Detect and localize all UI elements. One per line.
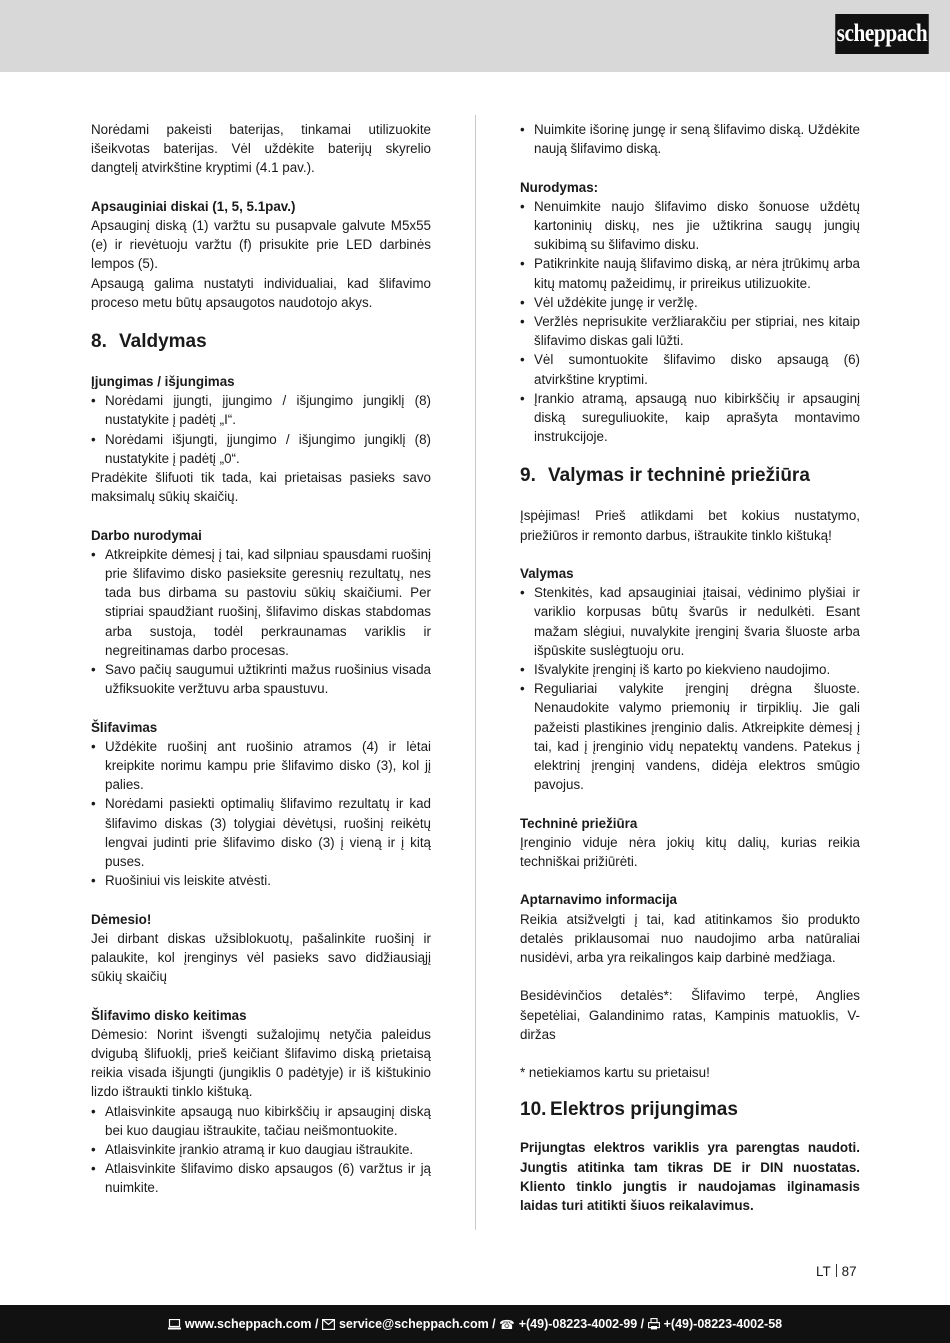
work-heading: Darbo nurodymai [91,527,202,543]
page-number-value: 87 [841,1264,857,1279]
list-item: • Atlaisvinkite apsaugą nuo kibirkščių ir apsauginį diską bei kuo daugiau ištraukite, tačiau neišmontuokite. [91,1102,431,1140]
footer-bar [0,1305,950,1343]
list-item: • Nuimkite išorinę jungę ir seną šlifavimo diską. Uždėkite naują šlifavimo diską. [520,120,860,158]
section-9-title [520,464,860,488]
section-9-number: 9. [520,465,536,487]
page-number [816,1264,857,1279]
email-icon [322,1319,335,1330]
list-item: • Norėdami išjungti, įjungimo / išjungimo jungiklį (8) nustatykite į padėtį „0“. [91,430,431,468]
wear-parts-paragraph: Besidėvinčios detalės*: Šlifavimo terpė, Anglies šepetėliai, Galandinimo ratas, Kampinis matuoklis, V-diržas [520,988,860,1042]
change-heading: Šlifavimo disko keitimas [91,1007,247,1023]
list-item: • Ruošiniui vis leiskite atvėsti. [91,871,431,890]
note-heading: Nurodymas: [520,179,599,195]
column-divider [475,115,476,1230]
change-paragraph: Dėmesio: Norint išvengti sužalojimų netyčia paleidus dvigubą šlifuoklį, prieš keičiant šlifavimo diską prietaisą reikia visada išjungti (jungiklis 0 padėtyje) ir iš kištukinio lizdo ištraukti tinklo kištuką. [91,1026,431,1100]
footer-separator: / [488,1317,500,1331]
note-list [520,197,860,447]
brand-logo: scheppach [835,14,929,54]
list-item: • Atlaisvinkite įrankio atramą ir kuo daugiau ištraukite. [91,1140,431,1159]
onoff-list [91,391,431,468]
computer-icon [168,1319,181,1330]
list-item: • Nenuimkite naujo šlifavimo disko šonuose uždėtų kartoninių diskų, nes jie užtikrina saugų jungių sukibimą su šlifavimo disku. [520,197,860,255]
onoff-paragraph: Pradėkite šlifuoti tik tada, kai prietaisas pasieks savo maksimalų sūkių skaičių. [91,470,431,505]
list-item: • Veržlės neprisukite veržliarakčiu per stipriai, nes kitaip šlifavimo diskas gali lūžti. [520,312,860,350]
list-item: • Atlaisvinkite šlifavimo disko apsaugos (6) varžtus ir ją nuimkite. [91,1159,431,1197]
attention-heading: Dėmesio! [91,911,152,927]
grind-list [91,737,431,891]
footer-email-link[interactable]: service@scheppach.com [338,1317,489,1331]
change-list [91,1102,431,1198]
list-item: • Savo pačių saugumui užtikrinti mažus ruošinius visada užfiksuokite veržtuvu arba spaustuvu. [91,660,431,698]
service-heading: Aptarnavimo informacija [520,892,678,908]
section-8-label: Valdymas [119,331,207,353]
footer-fax: +(49)-08223-4002-58 [663,1317,783,1331]
electric-paragraph: Prijungtas elektros variklis yra parengtas naudoti. Jungtis atitinka tam tikras DE ir DIN nuostatas. Kliento tinklo jungtis ir naudojamas ilginamasis laidas turi atitikti šiuos reikalavimus. [520,1140,860,1214]
section-10-label: Elektros prijungimas [550,1099,738,1121]
left-column [91,120,431,1198]
phone-icon: ☎ [499,1317,515,1332]
list-item: • Patikrinkite naują šlifavimo diską, ar nėra įtrūkimų arba kitų matomų pažeidimų, ir prireikus utilizuokite. [520,254,860,292]
maintenance-heading: Techninė priežiūra [520,815,638,831]
list-item: • Atkreipkite dėmesį į tai, kad silpniau spausdami ruošinį prie šlifavimo disko pasieksite geresnių rezultatų, nes tada bus dirbama su pastoviu sūkių skaičiumi. Per stipriai spaudžiant ruošinį, šlifavimo diskas stabdomas arba sustoja, todėl perkraunamas variklis ir negreitinamas darbo procesas. [91,545,431,660]
onoff-heading: Įjungimas / išjungimas [91,374,235,390]
footnote: * netiekiamos kartu su prietaisu! [520,1065,710,1081]
list-item: • Stenkitės, kad apsauginiai įtaisai, vėdinimo plyšiai ir variklio korpusas būtų švarūs ir nedulkėti. Esant mažam slėgiui, nuvalykite įrenginį švaria šluoste arba išpūskite suslėgtuoju oru. [520,583,860,660]
battery-paragraph: Norėdami pakeisti baterijas, tinkamai utilizuokite išeikvotas baterijas. Vėl uždėkite baterijų skyrelio dangtelį atvirkštine kryptimi (4.1 pav.). [91,122,431,176]
list-item: • Uždėkite ruošinį ant ruošinio atramos (4) ir lėtai kreipkite norimu kampu prie šlifavimo disko (3), kol jį palies. [91,737,431,795]
clean-list [520,583,860,794]
list-item: • Išvalykite įrenginį iš karto po kiekvieno naudojimo. [520,660,860,679]
work-list [91,545,431,699]
section-10-number: 10. [520,1099,547,1121]
list-item: • Vėl uždėkite jungę ir veržlę. [520,293,860,312]
list-item: • Norėdami įjungti, įjungimo / išjungimo jungiklį (8) nustatykite į padėtį „I“. [91,391,431,429]
warning-paragraph: Įspėjimas! Prieš atlikdami bet kokius nustatymo, priežiūros ir remonto darbus, ištraukite tinklo kištuką! [520,508,860,543]
section-8-title [91,330,431,354]
top-list [520,120,860,158]
list-item: • Įrankio atramą, apsaugą nuo kibirkščių ir apsauginį diską sureguliuokite, kaip aprašyta montavimo instrukcijoje. [520,389,860,447]
right-column [520,120,860,1215]
list-item: • Vėl sumontuokite šlifavimo disko apsaugą (6) atvirkštine kryptimi. [520,350,860,388]
page-language: LT [816,1264,831,1279]
clean-heading: Valymas [520,566,574,582]
footer-separator: / [311,1317,322,1331]
section-8-number: 8. [91,331,107,353]
section-9-label: Valymas ir techninė priežiūra [548,465,810,487]
shields-heading: Apsauginiai diskai (1, 5, 5.1pav.) [91,198,296,214]
list-item: • Reguliariai valykite įrenginį drėgna šluoste. Nenaudokite valymo priemonių ir tirpiklių. Jie gali pažeisti plastikines įrenginio dalis. Atkreipkite dėmesį į tai, kad į įrenginio vidų nepatektų vandens. Patekus į elektrinį įrenginį vandens, didėja elektros smūgio pavojus. [520,679,860,794]
header-bar [0,0,950,72]
page-number-divider [836,1264,837,1277]
maintenance-paragraph: Įrenginio viduje nėra jokių kitų dalių, kurias reikia techniškai prižiūrėti. [520,834,860,870]
footer-phone: +(49)-08223-4002-99 [518,1317,638,1331]
footer-separator: / [637,1317,648,1331]
shields-paragraph-1: Apsauginį diską (1) varžtu su pusapvale galvute M5x55 (e) ir rievėtuoju varžtu (f) prisukite prie LED darbinės lempos (5). [91,218,431,272]
footer-web-link[interactable]: www.scheppach.com [184,1317,312,1331]
grind-heading: Šlifavimas [91,719,158,735]
list-item: • Norėdami pasiekti optimalių šlifavimo rezultatų ir kad šlifavimo diskas (3) tolygiai dėvėtųsi, ruošinį reikėtų lengvai judinti prie šlifavimo disko (3) į vieną ir į kitą puses. [91,794,431,871]
shields-paragraph-2: Apsaugą galima nustatyti individualiai, kad šlifavimo proceso metu būtų apsaugotos naudotojo akys. [91,275,431,310]
service-paragraph: Reikia atsižvelgti į tai, kad atitinkamos šio produkto detalės priklausomai nuo naudojimo arba natūraliai nusidėvi, arba yra reikalingos kaip darbinė medžiaga. [520,911,860,966]
section-10-title [520,1098,860,1122]
attention-paragraph: Jei dirbant diskas užsiblokuotų, pašalinkite ruošinį ir palaukite, kol įrenginys vėl pasieks savo didžiausiąjį sūkių skaičių [91,930,431,985]
fax-icon [648,1318,660,1330]
